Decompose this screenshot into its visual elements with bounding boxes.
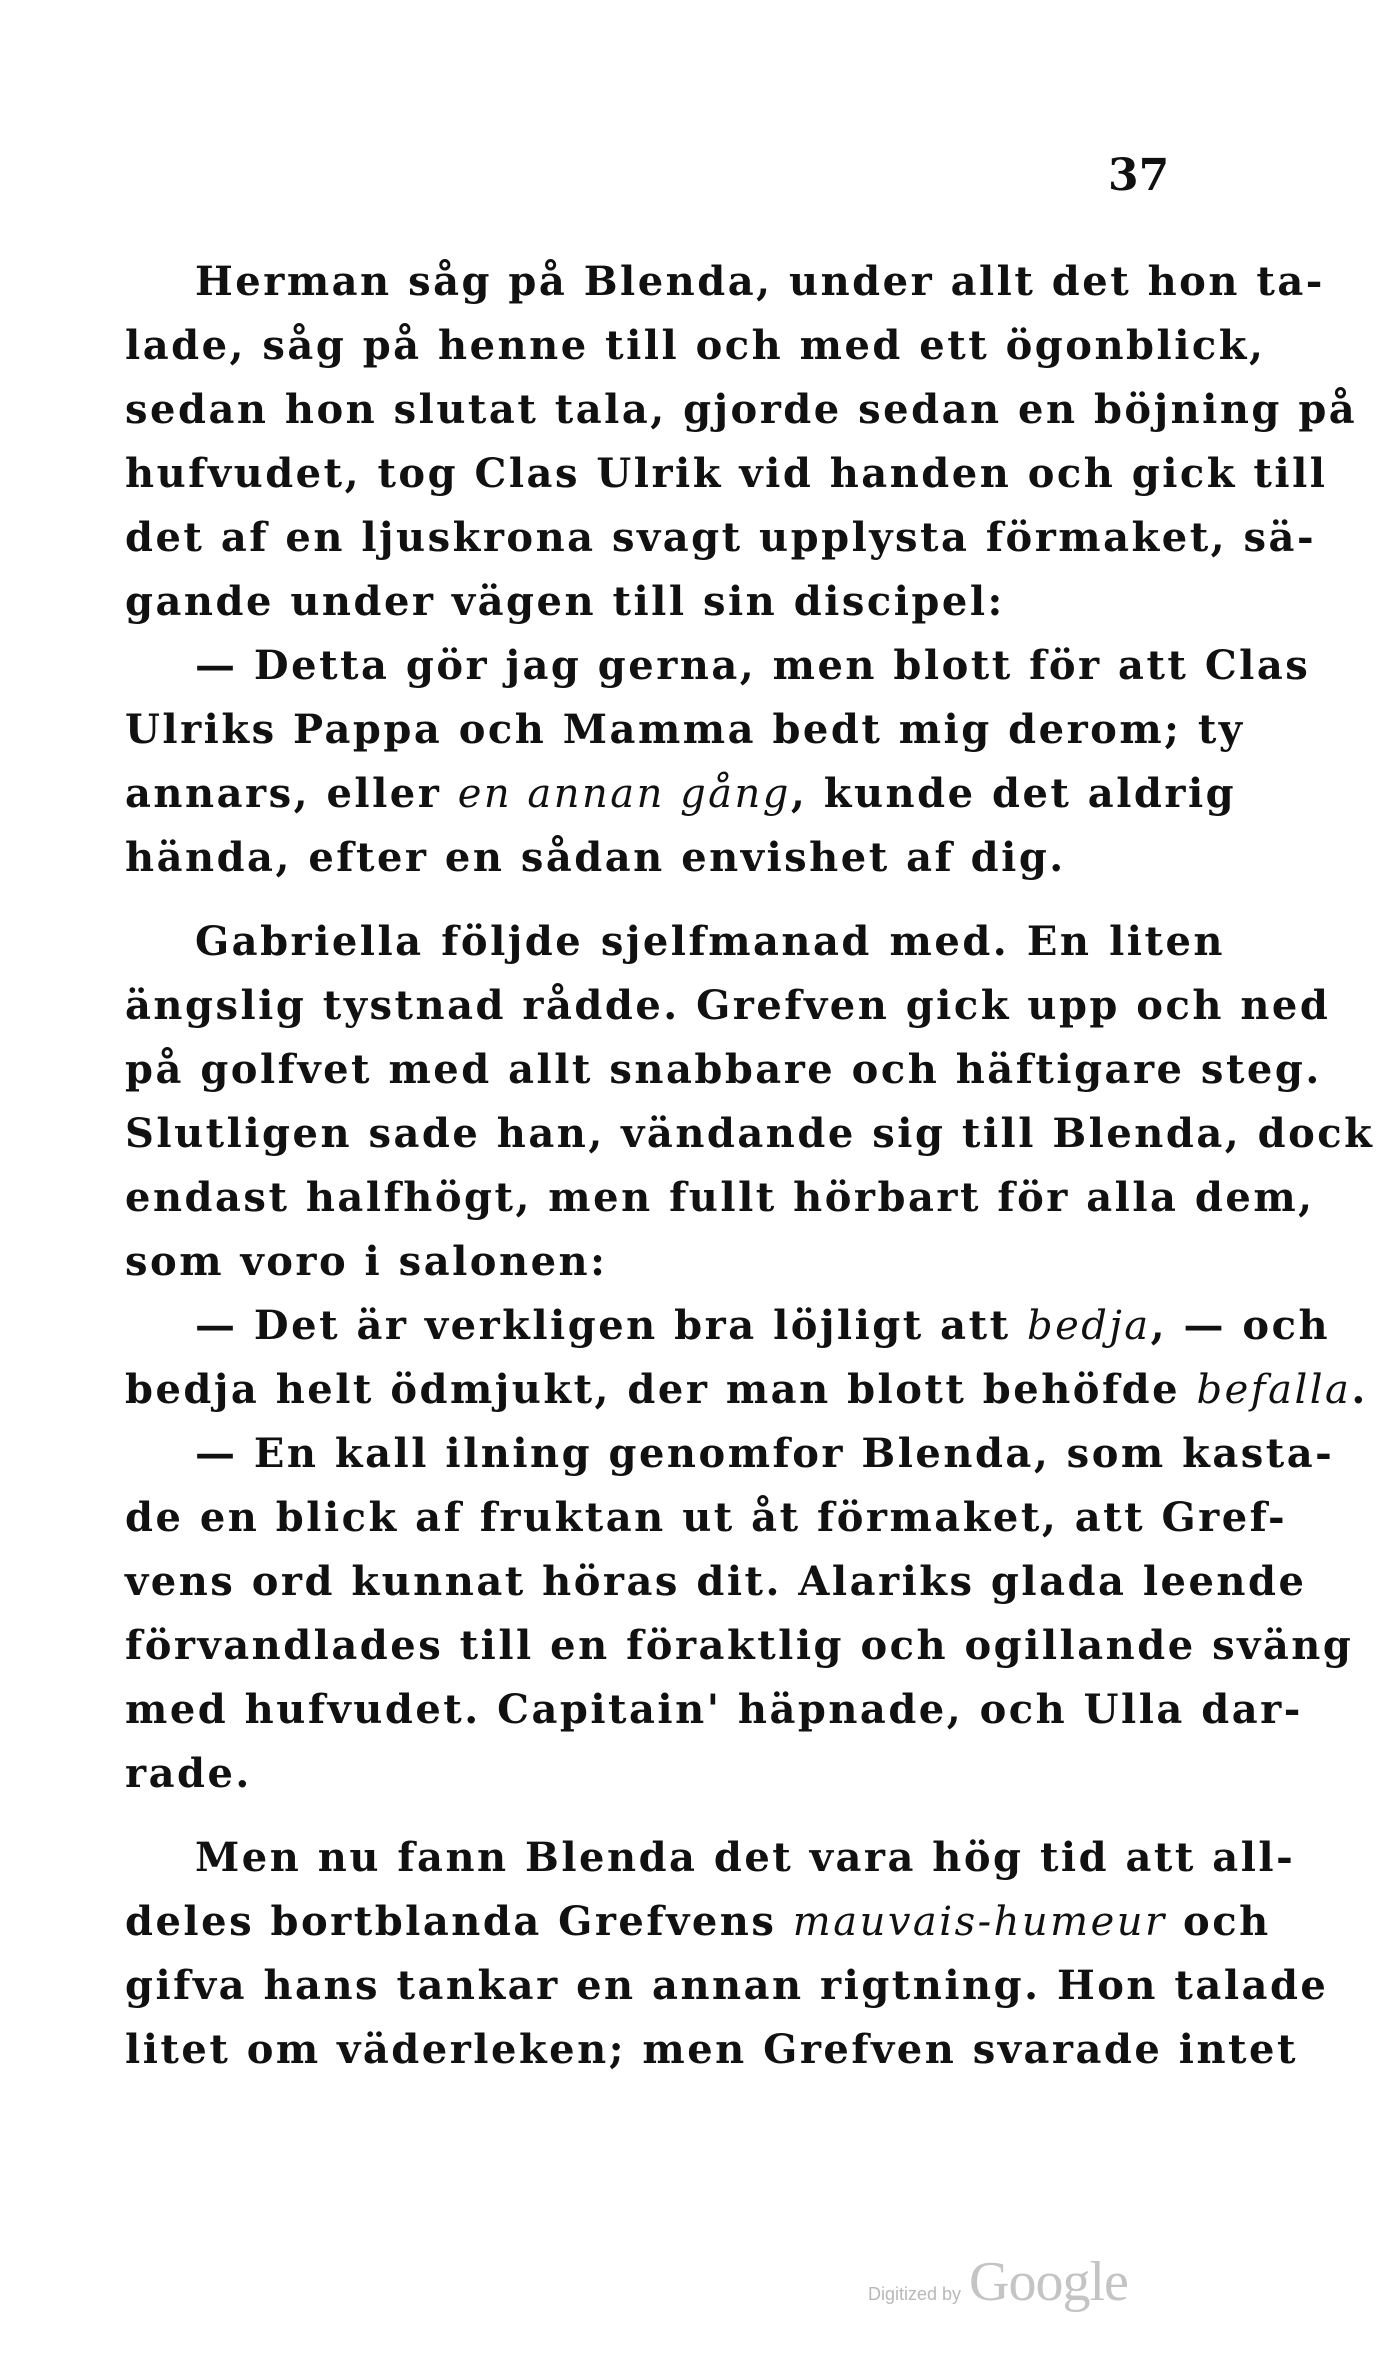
text-line: rade.	[125, 1750, 252, 1797]
text-run: , kunde det aldrig	[790, 770, 1237, 817]
text-line: hufvudet, tog Clas Ulrik vid handen och gick till	[125, 450, 1328, 497]
text-line: Gabriella följde sjelfmanad med. En liten	[195, 918, 1225, 965]
italic-text: mauvais-humeur	[792, 1899, 1167, 1945]
text-line: de en blick af fruktan ut åt förmaket, att Gref-	[125, 1494, 1288, 1541]
text-line: som voro i salonen:	[125, 1238, 608, 1285]
paragraph-1	[125, 250, 1358, 634]
paragraph-2	[125, 634, 1311, 890]
text-line: vens ord kunnat höras dit. Alariks glada leende	[125, 1558, 1307, 1605]
text-line: Herman såg på Blenda, under allt det hon ta-	[195, 258, 1325, 305]
text-line	[125, 1294, 1331, 1358]
text-line	[125, 1358, 1368, 1422]
paragraph-6	[125, 1826, 1329, 2082]
text-line: — Detta gör jag gerna, men blott för att Clas	[195, 642, 1311, 689]
text-line: — En kall ilning genomfor Blenda, som kasta-	[195, 1430, 1335, 1477]
text-run: annars, eller	[125, 770, 458, 817]
paragraph-3	[125, 910, 1375, 1294]
italic-text: en annan gång	[457, 771, 791, 817]
text-line: ängslig tystnad rådde. Grefven gick upp och ned	[125, 982, 1331, 1029]
text-line: lade, såg på henne till och med ett ögonblick,	[125, 322, 1266, 369]
body-text	[125, 250, 1375, 2082]
paragraph-4	[125, 1294, 1368, 1422]
text-line: gifva hans tankar en annan rigtning. Hon talade	[125, 1962, 1329, 2009]
google-logo: Google	[969, 2251, 1128, 2313]
text-run: bedja helt ödmjukt, der man blott behöfde	[125, 1366, 1197, 1413]
text-line: Slutligen sade han, vändande sig till Blenda, dock	[125, 1110, 1375, 1157]
text-line: gande under vägen till sin discipel:	[125, 578, 1005, 625]
italic-text: bedja	[1026, 1303, 1151, 1349]
text-line	[125, 762, 1237, 826]
digitized-by-label: Digitized by	[868, 2284, 962, 2304]
text-line: med hufvudet. Capitain' häpnade, och Ulla dar-	[125, 1686, 1303, 1733]
text-line: endast halfhögt, men fullt hörbart för alla dem,	[125, 1174, 1315, 1221]
paragraph-5	[125, 1422, 1354, 1806]
text-line: sedan hon slutat tala, gjorde sedan en böjning på	[125, 386, 1358, 433]
text-line: Men nu fann Blenda det vara hög tid att all-	[195, 1834, 1296, 1881]
italic-text: befalla	[1196, 1367, 1352, 1413]
text-line: litet om väderleken; men Grefven svarade intet	[125, 2026, 1298, 2073]
text-line: förvandlades till en föraktlig och ogillande sväng	[125, 1622, 1354, 1669]
text-line: hända, efter en sådan envishet af dig.	[125, 834, 1066, 881]
text-run: , — och	[1150, 1302, 1331, 1349]
text-run: och	[1166, 1898, 1271, 1945]
text-line: på golfvet med allt snabbare och häftigare steg.	[125, 1046, 1322, 1093]
text-line: det af en ljuskrona svagt upplysta förmaket, sä-	[125, 514, 1317, 561]
text-run: — Det är verkligen bra löjligt att	[195, 1302, 1027, 1349]
page-number: 37	[1108, 150, 1170, 201]
text-line	[125, 1890, 1271, 1954]
digitized-watermark	[868, 2250, 1128, 2314]
text-run: deles bortblanda Grefvens	[125, 1898, 793, 1945]
text-run: .	[1351, 1366, 1368, 1413]
text-line: Ulriks Pappa och Mamma bedt mig derom; ty	[125, 706, 1245, 753]
